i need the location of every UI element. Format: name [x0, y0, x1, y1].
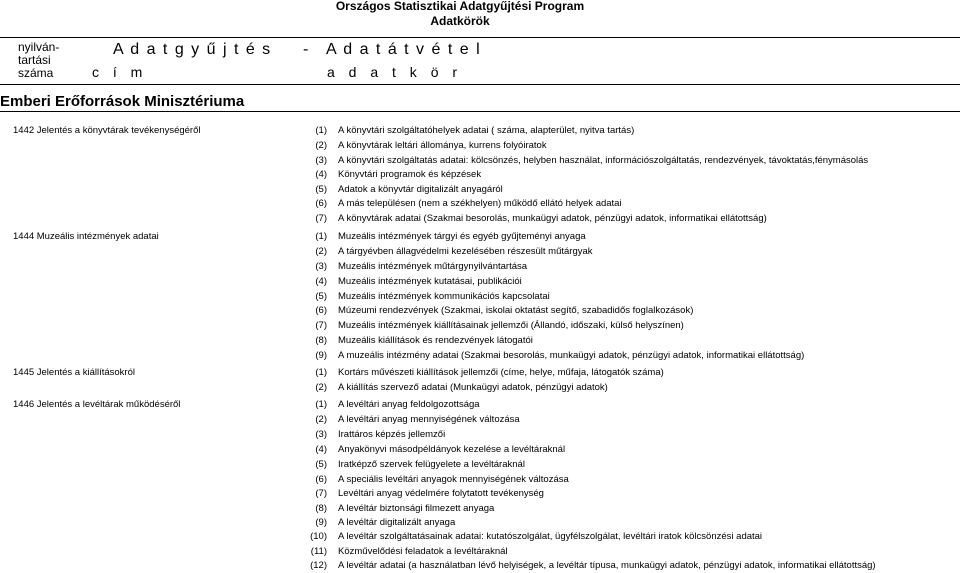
dataset-number: (10): [310, 531, 327, 542]
dataset-number: (1): [315, 399, 327, 410]
table-row: [0, 211, 960, 226]
table-row: [0, 274, 960, 289]
table-row: [0, 333, 960, 348]
dataset-number: (9): [315, 350, 327, 361]
dataset-description: A levéltári anyag mennyiségének változása: [338, 414, 520, 425]
header-bottom-rule: [0, 84, 960, 85]
page-subtitle: Adatkörök: [430, 14, 490, 28]
table-row: [0, 442, 960, 457]
dataset-description: Muzeális kiállítások és rendezvények látogatói: [338, 335, 533, 346]
dataset-number: (7): [315, 320, 327, 331]
dataset-number: (3): [315, 429, 327, 440]
dataset-description: A könyvtári szolgáltatás adatai: kölcsönzés, helyben használat, információszolgáltatás, rendezvények, távoktatás,fénymásolás: [338, 155, 869, 166]
table-row: [0, 544, 960, 559]
column-header-dash: -: [303, 41, 310, 58]
dataset-description: Muzeális intézmények kommunikációs kapcsolatai: [338, 291, 550, 302]
table-row: [0, 380, 960, 395]
dataset-description: Könyvtári programok és képzések: [338, 169, 482, 180]
table-row: [0, 167, 960, 182]
dataset-number: (6): [315, 198, 327, 209]
dataset-description: Kortárs művészeti kiállítások jellemzői (címe, helye, műfaja, látogatók száma): [338, 367, 664, 378]
dataset-number: (4): [315, 169, 327, 180]
table-row: [0, 397, 960, 412]
dataset-number: (8): [315, 335, 327, 346]
dataset-description: A levéltár biztonsági filmezett anyaga: [338, 503, 495, 514]
table-row: [0, 303, 960, 318]
table-row: [0, 229, 960, 244]
dataset-number: (6): [315, 474, 327, 485]
dataset-description: A speciális levéltári anyagok mennyiségének változása: [338, 474, 569, 485]
column-header-number-1: nyilván-: [18, 40, 60, 54]
dataset-number: (11): [310, 546, 327, 557]
table-row: [0, 529, 960, 544]
dataset-description: Iratképző szervek felügyelete a levéltáraknál: [338, 459, 525, 470]
dataset-number: (3): [315, 261, 327, 272]
dataset-number: (5): [315, 459, 327, 470]
dataset-description: A tárgyévben állagvédelmi kezelésében részesült műtárgyak: [338, 246, 593, 257]
table-row: [0, 123, 960, 138]
table-row: [0, 318, 960, 333]
dataset-code-title: 1445 Jelentés a kiállításokról: [13, 367, 135, 378]
table-row: [0, 412, 960, 427]
dataset-description: Anyakönyvi másodpéldányok kezelése a levéltáraknál: [338, 444, 566, 455]
column-header-number-3: száma: [18, 66, 54, 80]
table-row: [0, 153, 960, 168]
dataset-description: A levéltár szolgáltatásainak adatai: kutatószolgálat, ügyfélszolgálat, levéltári iratok kölcsönzési adatai: [338, 531, 763, 542]
page-title: Országos Statisztikai Adatgyűjtési Program: [335, 0, 585, 13]
table-row: [0, 182, 960, 197]
dataset-number: (5): [315, 184, 327, 195]
table-row: [0, 427, 960, 442]
dataset-description: A könyvtári szolgáltatóhelyek adatai ( száma, alapterület, nyitva tartás): [338, 125, 635, 136]
table-row: [0, 196, 960, 211]
dataset-description: Muzeális intézmények kutatásai, publikációi: [338, 276, 522, 287]
dataset-code-title: 1446 Jelentés a levéltárak működéséről: [13, 399, 181, 410]
dataset-number: (7): [315, 213, 327, 224]
table-row: [0, 244, 960, 259]
table-row: [0, 365, 960, 380]
dataset-number: (1): [315, 367, 327, 378]
dataset-code-title: 1444 Muzeális intézmények adatai: [13, 231, 159, 242]
dataset-number: (4): [315, 444, 327, 455]
table-row: [0, 259, 960, 274]
dataset-description: Muzeális intézmények kiállításainak jellemzői (Állandó, időszaki, külső helyszínen): [338, 320, 684, 331]
column-header-transfer: A d a t á t v é t e l: [326, 41, 482, 58]
table-row: [0, 515, 960, 530]
dataset-description: A könyvtárak leltári állománya, kurrens folyóiratok: [338, 140, 547, 151]
dataset-description: Muzeális intézmények tárgyi és egyéb gyűjteményi anyaga: [338, 231, 586, 242]
table-row: [0, 348, 960, 363]
dataset-number: (6): [315, 305, 327, 316]
table-row: [0, 558, 960, 573]
table-row: [0, 289, 960, 304]
dataset-description: Muzeális intézmények műtárgynyilvántartása: [338, 261, 528, 272]
dataset-description: A levéltári anyag feldolgozottsága: [338, 399, 480, 410]
dataset-number: (12): [310, 560, 327, 571]
dataset-description: A levéltár adatai (a használatban lévő helyiségek, a levéltár típusa, munkaügyi adatok, pénzügyi adatok, informatikai ellátottság): [338, 560, 876, 571]
dataset-number: (1): [315, 231, 327, 242]
dataset-description: Irattáros képzés jellemzői: [338, 429, 446, 440]
header-top-rule: [0, 37, 960, 38]
dataset-description: Levéltári anyag védelmére folytatott tevékenység: [338, 488, 544, 499]
table-row: [0, 138, 960, 153]
dataset-number: (5): [315, 291, 327, 302]
dataset-number: (4): [315, 276, 327, 287]
dataset-description: A más településen (nem a székhelyen) működő ellátó helyek adatai: [338, 198, 622, 209]
dataset-description: A kiállítás szervező adatai (Munkaügyi adatok, pénzügyi adatok): [338, 382, 608, 393]
ministry-rule: [0, 111, 960, 112]
dataset-description: A könyvtárak adatai (Szakmai besorolás, munkaügyi adatok, pénzügyi adatok, informatikai ellátottság): [338, 213, 767, 224]
table-row: [0, 501, 960, 516]
table-row: [0, 472, 960, 487]
table-row: [0, 486, 960, 501]
dataset-number: (9): [315, 517, 327, 528]
dataset-description: Múzeumi rendezvények (Szakmai, iskolai oktatást segítő, szabadidős foglalkozások): [338, 305, 694, 316]
dataset-number: (2): [315, 382, 327, 393]
dataset-number: (2): [315, 414, 327, 425]
column-header-datasets: a d a t k ö r: [327, 64, 463, 80]
dataset-description: A levéltár digitalizált anyaga: [338, 517, 456, 528]
dataset-description: A muzeális intézmény adatai (Szakmai besorolás, munkaügyi adatok, pénzügyi adatok, informatikai ellátottság): [338, 350, 805, 361]
dataset-number: (3): [315, 155, 327, 166]
ministry-heading: Emberi Erőforrások Minisztériuma: [0, 93, 245, 110]
dataset-code-title: 1442 Jelentés a könyvtárak tevékenységéről: [13, 125, 201, 136]
dataset-description: Adatok a könyvtár digitalizált anyagáról: [338, 184, 503, 195]
column-header-title: c í m: [92, 64, 148, 80]
column-header-collection: A d a t g y ű j t é s: [113, 41, 272, 58]
dataset-number: (1): [315, 125, 327, 136]
dataset-number: (7): [315, 488, 327, 499]
dataset-number: (8): [315, 503, 327, 514]
dataset-description: Közművelődési feladatok a levéltáraknál: [338, 546, 508, 557]
dataset-number: (2): [315, 140, 327, 151]
column-header-number-2: tartási: [18, 53, 51, 67]
table-row: [0, 457, 960, 472]
dataset-number: (2): [315, 246, 327, 257]
